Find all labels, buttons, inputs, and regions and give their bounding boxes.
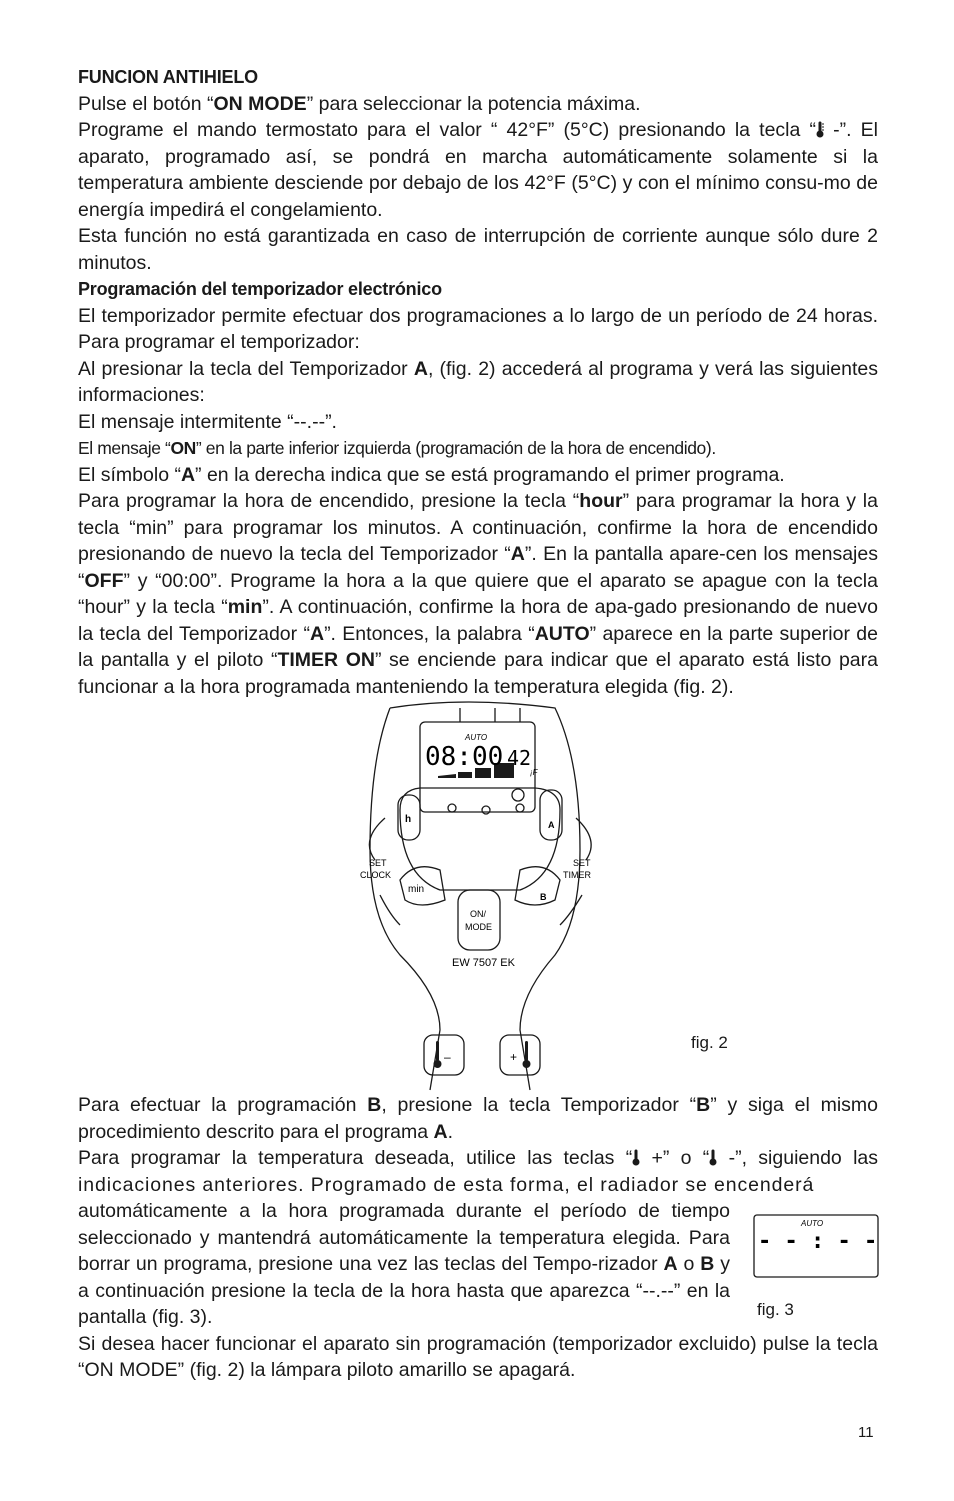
bold-text: ON MODE — [213, 92, 307, 115]
paragraph: Si desea hacer funcionar el aparato sin programación (temporizador excluido) pulse la tecla “ON MODE” (fig. 2) la lámpara piloto amarillo se apagará. — [78, 1332, 878, 1381]
page-body — [78, 64, 878, 1384]
label-h: h — [405, 814, 412, 825]
paragraph: El temporizador permite efectuar dos programaciones a lo largo de un período de 24 horas. Para programar el temporizador: — [78, 304, 878, 353]
figure-3-display — [753, 1214, 879, 1278]
label-set-timer-2: TIMER — [563, 870, 591, 880]
paragraph — [78, 356, 878, 409]
bold-text: A — [180, 463, 196, 486]
control-panel — [400, 788, 560, 890]
text: ”. Entonces, la palabra “ — [324, 622, 535, 645]
heading-antihielo: FUNCION ANTIHIELO — [78, 67, 258, 87]
text: . — [447, 1120, 454, 1143]
bold-text: OFF — [84, 569, 124, 592]
text: , (fig. 2) accederá al programa y verá las siguientes informaciones: — [78, 357, 879, 406]
text: indicaciones anteriores. Programado de esta forma, el radiador se encenderá — [78, 1173, 815, 1196]
bold-text: A — [413, 357, 428, 380]
bold-text: A — [663, 1253, 678, 1275]
bold-text: B — [696, 1094, 711, 1116]
text: El símbolo “ — [78, 463, 181, 486]
text: y a continuación presione la tecla de la hora hasta que aparezca “--.--” en la pantalla (fig. 3). — [78, 1253, 730, 1328]
text: o — [677, 1253, 701, 1275]
text: Pulse el botón “ — [78, 92, 214, 115]
label-on: ON/ — [470, 909, 487, 919]
lcd-temp: 42 — [507, 746, 532, 770]
paragraph — [78, 1198, 730, 1331]
lcd-time: 08:00 — [425, 742, 504, 772]
figure-3-caption: fig. 3 — [757, 1300, 794, 1319]
figure-2-caption: fig. 2 — [691, 1033, 728, 1052]
label-min: min — [408, 884, 425, 895]
label-a: A — [548, 820, 555, 830]
thermometer-icon — [816, 121, 824, 138]
text: Al presionar la tecla del Temporizador — [78, 357, 414, 380]
text: Para programar la hora de encendido, presione la tecla “ — [78, 490, 580, 512]
model-number: EW 7507 EK — [452, 957, 515, 969]
text: Para programar la temperatura deseada, utilice las teclas “ — [78, 1147, 633, 1169]
bold-text: B — [367, 1094, 382, 1116]
bold-text: B — [700, 1253, 715, 1275]
lcd-auto: AUTO — [465, 733, 488, 742]
text: automáticamente a la hora programada durante el período de tiempo seleccionado y mantendrá automáticamente la temperatura elegida. Para borrar un programa, presione una vez las teclas del Tempo-rizador — [78, 1200, 730, 1275]
bold-text: min — [227, 596, 263, 618]
paragraph: El mensaje intermitente “--.--”. — [78, 410, 337, 433]
label-b: B — [540, 892, 547, 902]
lcd-unit: ¡F — [530, 768, 538, 777]
text: Para efectuar la programación — [78, 1094, 368, 1116]
paragraph — [78, 435, 878, 462]
label-minus: – — [444, 1050, 451, 1064]
paragraph — [78, 1145, 878, 1198]
label-set-timer-1: SET — [573, 858, 591, 868]
text: El mensaje “ — [78, 438, 171, 458]
text: Programe el mando termostato para el valor “ 42°F” (5°C) presionando la tecla “ — [78, 119, 816, 141]
text: , presione la tecla Temporizador “ — [381, 1094, 697, 1116]
remote-control-illustration — [360, 700, 592, 1090]
text: ” para programar la hora y la tecla “min” para programar los minutos. A continuación, confirme la hora de encendido presionando de nuevo la tecla del Temporizador “ — [78, 490, 878, 565]
bold-text: A — [433, 1120, 448, 1143]
paragraph — [78, 91, 878, 118]
text: ” en la derecha indica que se está programando el primer programa. — [195, 463, 785, 486]
label-mode: MODE — [465, 922, 492, 932]
bold-text: hour — [579, 490, 623, 512]
heading-temporizador: Programación del temporizador electrónico — [78, 279, 442, 299]
text: +” o “ — [640, 1147, 710, 1169]
label-plus: + — [510, 1050, 518, 1064]
paragraph — [78, 488, 878, 700]
text: ” y siga el mismo procedimiento descrito para el programa — [78, 1094, 878, 1143]
paragraph: Esta función no está garantizada en caso de interrupción de corriente aunque sólo dure 2 minutos. — [78, 225, 878, 274]
bold-text: ON — [170, 438, 196, 458]
bold-text: TIMER ON — [277, 649, 375, 671]
text: ” y “00:00”. Programe la hora a la que quiere que el aparato se apague con la tecla “hour” y la tecla “ — [78, 569, 878, 618]
label-set-clock-1: SET — [369, 858, 387, 868]
paragraph — [78, 1092, 878, 1145]
text: -”. El aparato, programado así, se pondrá en marcha automáticamente solamente si la temperatura ambiente desciende por debajo de los 42°F (5°C) y con el mínimo consu-mo de energía impedirá el congelamiento. — [78, 119, 878, 221]
text: ” se enciende para indicar que el aparato está listo para funcionar a la hora programada manteniendo la temperatura elegida (fig. 2). — [78, 649, 878, 698]
bold-text: A — [309, 622, 325, 645]
bold-text: A — [510, 543, 525, 565]
paragraph — [78, 117, 878, 223]
fig3-display-text: - - : - - — [758, 1229, 878, 1254]
label-set-clock-2: CLOCK — [360, 870, 392, 880]
paragraph — [78, 462, 878, 489]
button-on-mode[interactable] — [458, 890, 500, 950]
text: ” para seleccionar la potencia máxima. — [306, 92, 641, 115]
text: -”, siguiendo las — [717, 1147, 878, 1169]
fig3-auto: AUTO — [801, 1219, 824, 1228]
text: ” en la parte inferior izquierda (programación de la hora de encendido). — [195, 438, 716, 458]
text: ”. A continuación, confirme la hora de apa-gado presionando de nuevo la tecla del Temporizador “ — [78, 596, 878, 645]
paragraph-with-figure-3 — [78, 1198, 878, 1331]
button-temp-plus[interactable] — [500, 1035, 540, 1075]
text: ” aparece en la parte superior de la pantalla y el piloto “ — [78, 622, 878, 671]
page-number: 11 — [858, 1424, 874, 1441]
bold-text: AUTO — [534, 622, 590, 645]
figure-2 — [78, 700, 878, 1092]
button-b[interactable] — [515, 867, 560, 905]
text: ”. En la pantalla apare-cen los mensajes “ — [78, 543, 878, 592]
